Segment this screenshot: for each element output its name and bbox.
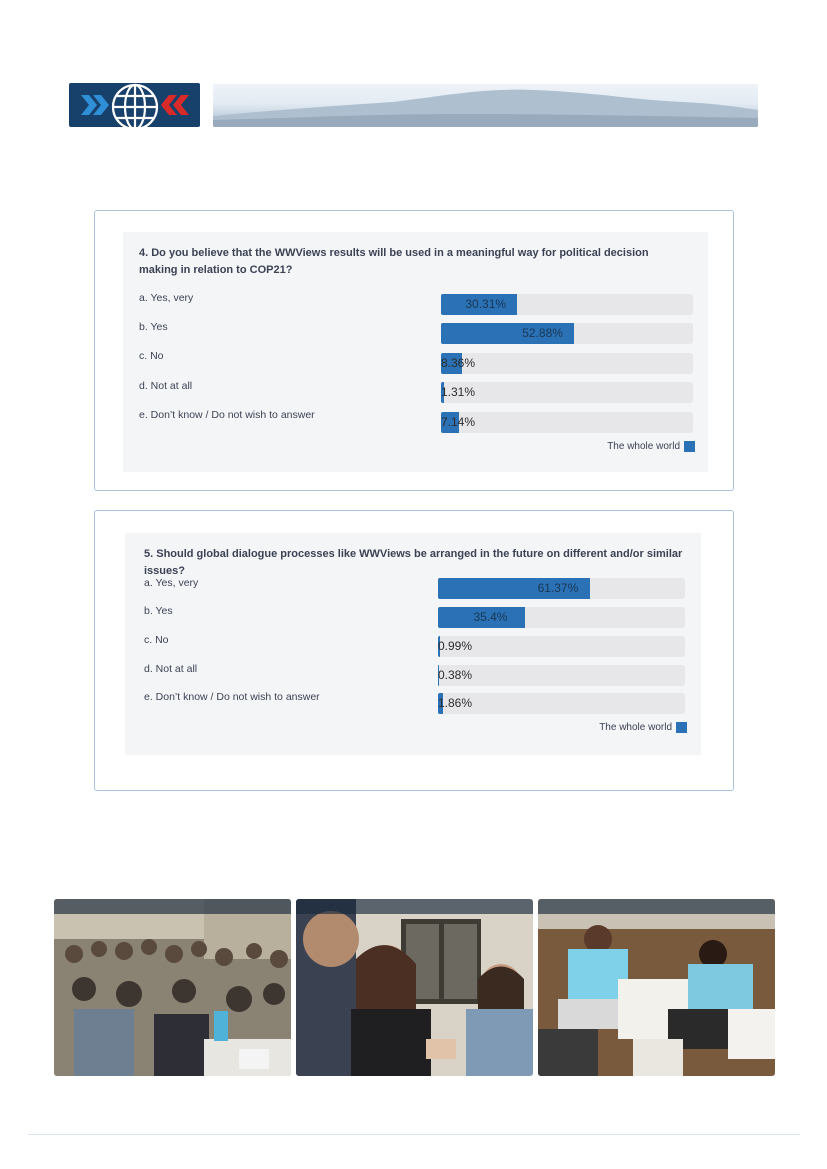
option-label: a. Yes, very [144,577,199,589]
legend-label: The whole world [599,722,672,733]
footer-divider [28,1134,800,1135]
option-label: a. Yes, very [139,292,194,304]
bar-value-label: 0.99% [438,639,473,653]
option-label: d. Not at all [139,380,193,392]
bar-value-label: 7.14% [441,415,476,429]
chart-legend [599,722,687,733]
bar-track [438,607,685,628]
legend-swatch [684,441,695,452]
bar-track [438,578,685,599]
chart-legend [607,441,695,452]
option-label: b. Yes [139,321,168,333]
photo-plenary-audience [54,899,291,1076]
bar-track [441,382,693,403]
bar-value-label: 1.31% [441,385,476,399]
bar-value-label: 61.37% [537,581,579,595]
bar-value-label: 0.38% [438,668,473,682]
photo-top-band [538,899,775,914]
legend-label: The whole world [607,441,680,452]
bar-track [438,665,685,686]
photo-top-band [296,899,533,914]
option-label: e. Don’t know / Do not wish to answer [144,691,320,703]
option-label: e. Don’t know / Do not wish to answer [139,409,315,421]
option-label: c. No [139,350,164,362]
option-label: c. No [144,634,169,646]
bar-track [441,353,693,374]
bar-value-label: 30.31% [465,297,507,311]
bar-value-label: 35.4% [473,610,508,624]
option-label: b. Yes [144,605,173,617]
bar-track [441,412,693,433]
bar-track [441,323,693,344]
bar-value-label: 8.36% [441,356,476,370]
photo-table-group [538,899,775,1076]
bar-value-label: 52.88% [522,326,563,340]
bar-track [438,693,685,714]
question-title: 4. Do you believe that the WWViews results will be used in a meaningful way for political decision making in relation to COP21? [139,247,649,276]
bar-track [438,636,685,657]
photo-top-band [54,899,291,914]
globe-icon [69,83,200,127]
wwviews-logo [69,83,200,127]
header-banner-landscape [213,84,758,127]
bar-value-label: 1.86% [438,696,473,710]
bar-track [441,294,693,315]
photo-discussion [296,899,533,1076]
survey-panel-q4 [94,210,734,491]
question-title: 5. Should global dialogue processes like WWViews be arranged in the future on different and/or similar issues? [144,548,683,577]
legend-swatch [676,722,687,733]
survey-panel-q5 [94,510,734,791]
option-label: d. Not at all [144,663,198,675]
